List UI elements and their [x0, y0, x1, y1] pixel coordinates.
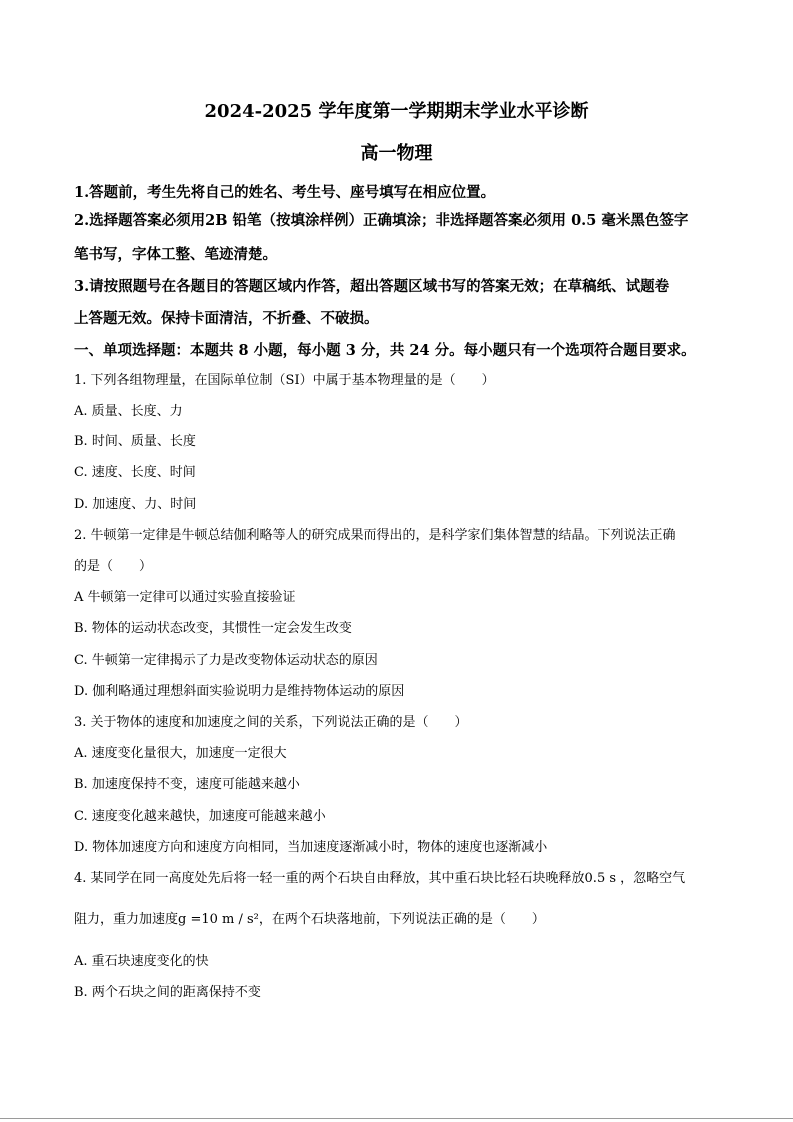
answer-option: D. 物体加速度方向和速度方向相同，当加速度逐渐减小时，物体的速度也逐渐减小 [74, 840, 548, 855]
answer-option: D. 伽利略通过理想斜面实验说明力是维持物体运动的原因 [74, 684, 405, 699]
exam-subject: 高一物理 [360, 143, 433, 164]
instruction-line: 笔书写，字体工整、笔迹清楚。 [74, 246, 277, 263]
question-stem: 2. 牛顿第一定律是牛顿总结伽利略等人的研究成果而得出的，是科学家们集体智慧的结晶。下列说法正确 [74, 528, 676, 543]
section-heading: 一、单项选择题：本题共 8 小题，每小题 3 分，共 24 分。每小题只有一个选项符合题目要求。 [74, 342, 696, 359]
answer-option: C. 速度、长度、时间 [74, 465, 196, 480]
question-stem: 的是（ ） [74, 559, 153, 574]
question-stem: 1. 下列各组物理量，在国际单位制（SI）中属于基本物理量的是（ ） [74, 373, 495, 388]
question-stem: 3. 关于物体的速度和加速度之间的关系，下列说法正确的是（ ） [74, 715, 468, 730]
instruction-line: 上答题无效。保持卡面清洁，不折叠、不破损。 [74, 310, 379, 327]
answer-option: B. 加速度保持不变，速度可能越来越小 [74, 777, 300, 792]
answer-option: C. 速度变化越来越快，加速度可能越来越小 [74, 809, 326, 824]
answer-option: A. 重石块速度变化的快 [74, 954, 209, 969]
question-stem: 4. 某同学在同一高度处先后将一轻一重的两个石块自由释放，其中重石块比轻石块晚释放0.5 s ，忽略空气 [74, 871, 686, 886]
instruction-line: 3.请按照题号在各题目的答题区域内作答，超出答题区域书写的答案无效；在草稿纸、试题卷 [74, 278, 670, 295]
instruction-line: 2.选择题答案必须用2B 铅笔（按填涂样例）正确填涂；非选择题答案必须用 0.5 毫米黑色签字 [74, 212, 689, 229]
page-bottom-divider [0, 1118, 793, 1119]
answer-option: A 牛顿第一定律可以通过实验直接验证 [74, 590, 296, 605]
answer-option: B. 两个石块之间的距离保持不变 [74, 985, 261, 1000]
exam-title: 2024-2025 学年度第一学期期末学业水平诊断 [204, 101, 589, 122]
answer-option: B. 物体的运动状态改变，其惯性一定会发生改变 [74, 621, 352, 636]
answer-option: C. 牛顿第一定律揭示了力是改变物体运动状态的原因 [74, 653, 378, 668]
instruction-line: 1.答题前，考生先将自己的姓名、考生号、座号填写在相应位置。 [74, 184, 496, 201]
answer-option: B. 时间、质量、长度 [74, 434, 196, 449]
answer-option: D. 加速度、力、时间 [74, 497, 197, 512]
answer-option: A. 速度变化量很大，加速度一定很大 [74, 746, 287, 761]
question-stem: 阻力，重力加速度g =10 m / s²，在两个石块落地前，下列说法正确的是（ ） [74, 912, 545, 927]
answer-option: A. 质量、长度、力 [74, 404, 183, 419]
